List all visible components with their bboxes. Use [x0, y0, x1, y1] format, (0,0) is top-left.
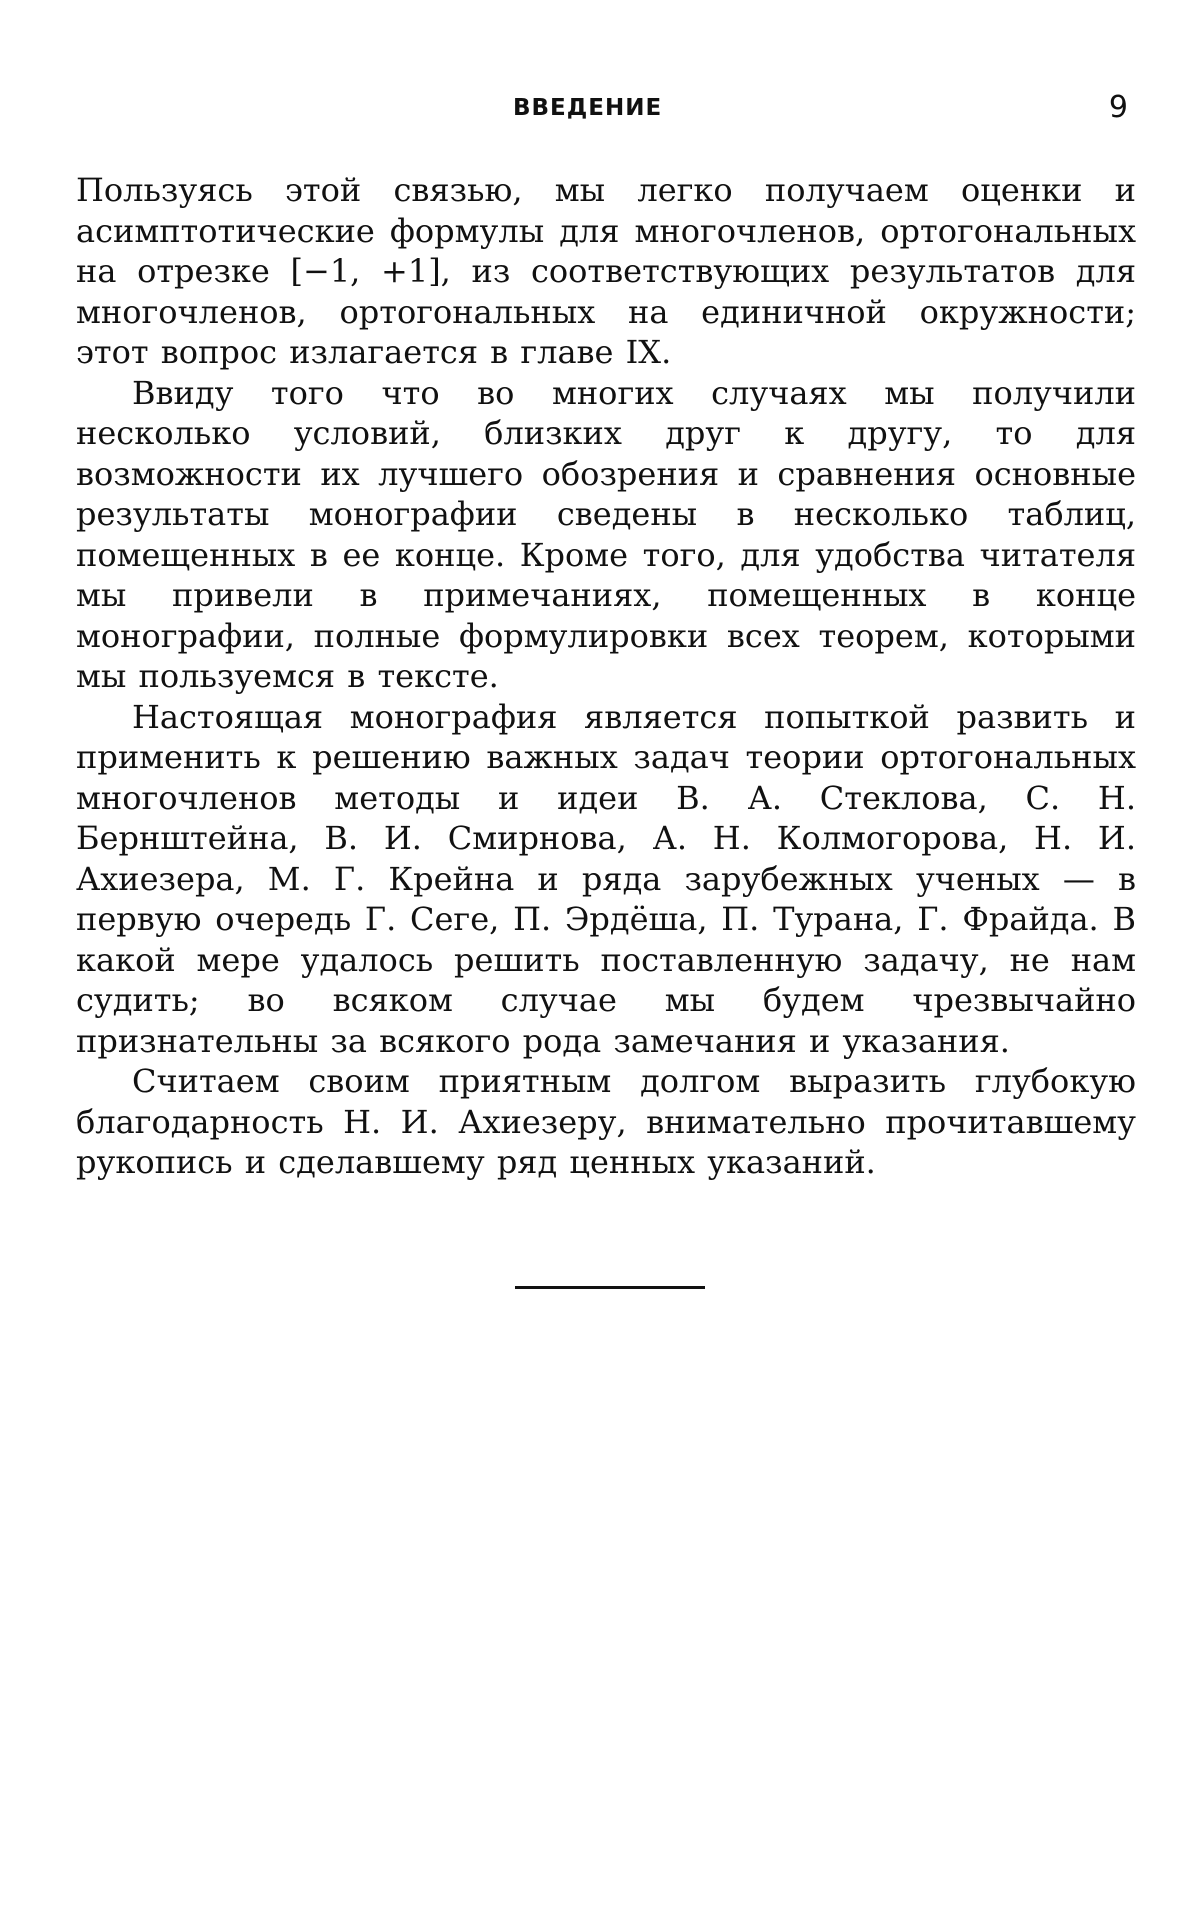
paragraph: Настоящая монография является попыткой развить и применить к решению важных задач теории ортогональных многочленов методы и идеи В. А. Стеклова, С. Н. Бернштейна, В. И. Смирнова, А. Н. Колмогорова, Н. И. Ахиезера, М. Г. Крейна и ряда зарубежных ученых — в первую очередь Г. Сеге, П. Эрдёша, П. Турана, Г. Фрайда. В какой мере удалось решить поставленную задачу, не нам судить; во всяком случае мы будем чрезвычайно признательны за всякого рода замечания и указания.: [76, 697, 1136, 1060]
running-title: ВВЕДЕНИЕ: [513, 95, 663, 121]
paragraph-continuation: Пользуясь этой связью, мы легко получаем оценки и асимптотические формулы для многочленов, ортогональных на отрезке [−1, +1], из соответствующих результатов для многочленов, ортогональных на единичной окружности; этот вопрос излагается в главе IX.: [76, 171, 1136, 371]
paragraph: Ввиду того что во многих случаях мы получили несколько условий, близких друг к другу, то для возможности их лучшего обозрения и сравнения основные результаты монографии сведены в несколько таблиц, помещенных в ее конце. Кроме того, для удобства читателя мы привели в примечаниях, помещенных в конце монографии, полные формулировки всех теорем, которыми мы пользуемся в тексте.: [76, 373, 1136, 695]
body-text: [76, 170, 1136, 1183]
page-number: 9: [1108, 90, 1128, 125]
paragraph: Считаем своим приятным долгом выразить глубокую благодарность Н. И. Ахиезеру, внимательно прочитавшему рукопись и сделавшему ряд ценных указаний.: [76, 1062, 1136, 1181]
section-end-rule: [515, 1286, 705, 1289]
